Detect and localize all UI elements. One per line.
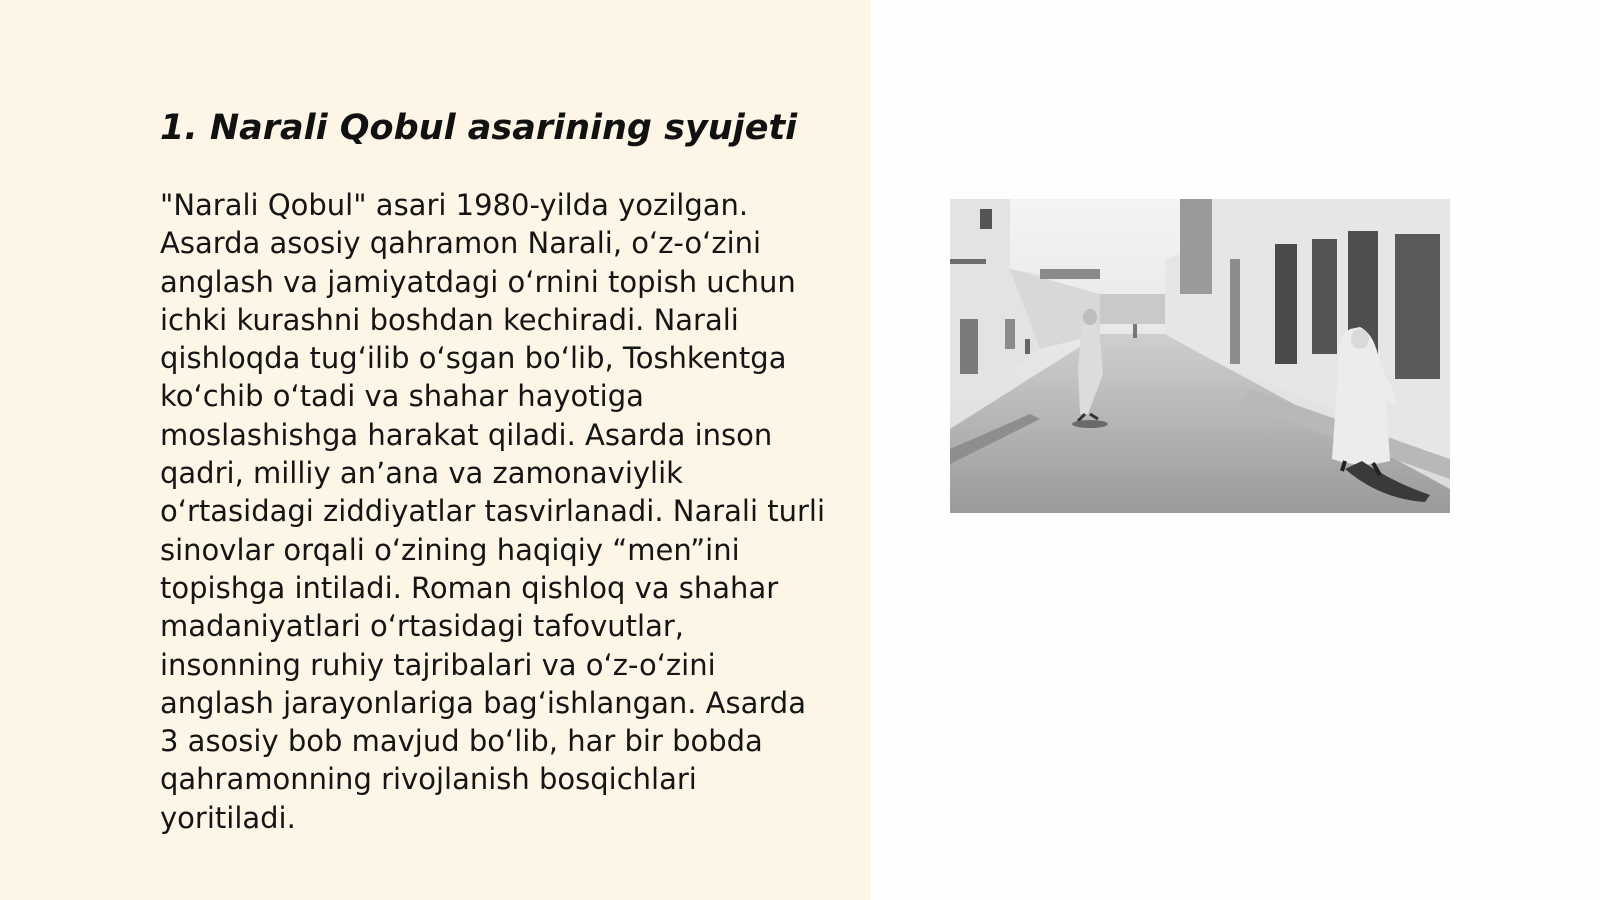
slide-body-text: "Narali Qobul" asari 1980-yilda yozilgan. Asarda asosiy qahramon Narali, o‘z-o‘zini anglash va jamiyatdagi o‘rnini topish uchun ichki kurashni boshdan kechiradi. Narali qishloqda tug‘ilib o‘sgan bo‘lib, Toshkentga ko‘chib o‘tadi va shahar hayotiga moslashishga harakat qiladi. Asarda inson qadri, milliy an’ana va zamonaviylik o‘rtasidagi ziddiyatlar tasvirlanadi. Narali turli sinovlar orqali o‘zining haqiqiy “men”ini topishga intiladi. Roman qishloq va shahar madaniyatlari o‘rtasidagi tafovutlar, insonning ruhiy tajribalari va o‘z-o‘zini anglash jarayonlariga bag‘ishlangan. Asarda 3 asosiy bob mavjud bo‘lib, har bir bobda qahramonning rivojlanish bosqichlari yoritiladi.: [160, 188, 826, 835]
street-photo: [950, 199, 1450, 513]
slide-title: 1. Narali Qobul asarining syujeti: [160, 108, 798, 148]
